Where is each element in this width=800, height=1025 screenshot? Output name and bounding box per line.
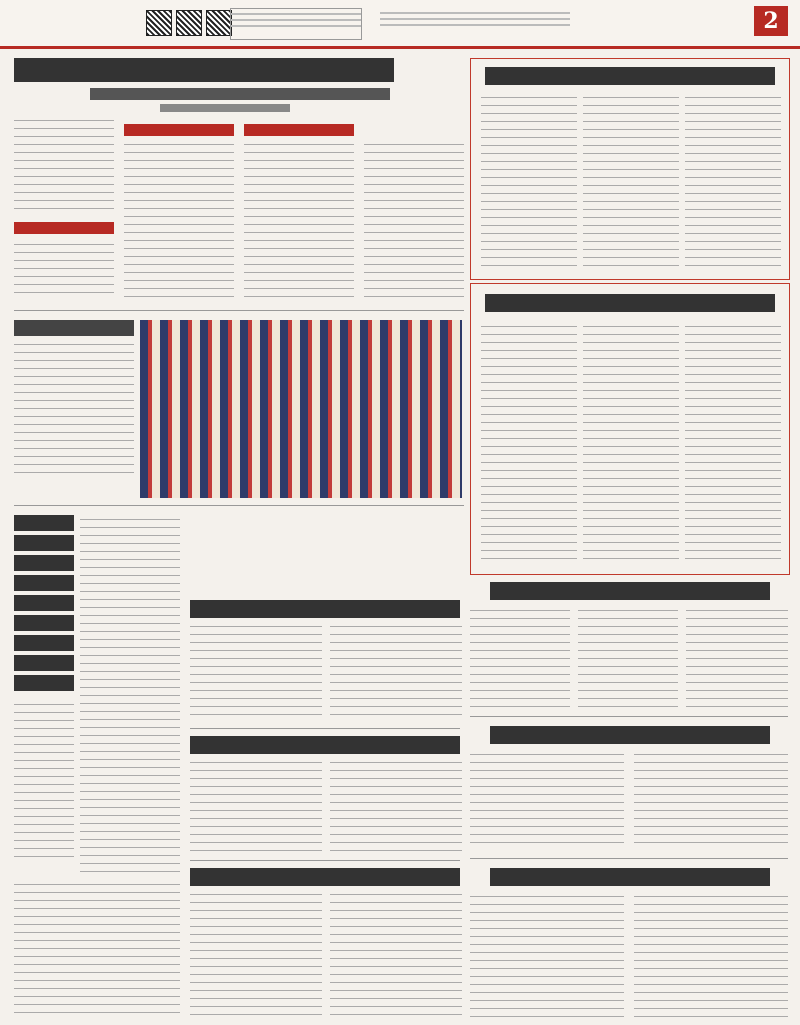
editor-credits — [380, 8, 570, 38]
tech-article-bottom — [14, 880, 180, 1020]
qr-code-icon — [206, 10, 232, 36]
fire-safety-col-1 — [481, 322, 577, 566]
consumer-alert-col-2 — [583, 93, 679, 273]
qr-code-icon — [176, 10, 202, 36]
flag-ceremony-photo — [140, 320, 462, 498]
divider — [14, 505, 464, 506]
youth-cadre-headline — [490, 726, 770, 744]
sanitation-col-2 — [634, 892, 788, 1020]
cpi-headline — [190, 600, 460, 618]
consumer-alert-box — [470, 58, 790, 280]
community-article-col-2 — [330, 890, 462, 1020]
lead-subhead — [244, 124, 354, 136]
lead-article-col-2 — [124, 140, 234, 300]
lead-headline — [14, 58, 394, 82]
sanitation-col-1 — [470, 892, 624, 1020]
divider — [190, 860, 460, 861]
fire-safety-headline — [485, 294, 775, 312]
safety-article-col-2 — [330, 758, 462, 854]
consumer-alert-col-1 — [481, 93, 577, 273]
paper-name — [14, 4, 124, 32]
community-article-col-1 — [190, 890, 322, 1020]
lead-article-col-3 — [244, 140, 354, 300]
divider — [14, 310, 464, 311]
mandarin-col-3 — [686, 606, 788, 710]
consumer-alert-headline — [485, 67, 775, 85]
mandarin-headline — [490, 582, 770, 600]
safety-article-col-1 — [190, 758, 322, 854]
divider — [470, 858, 788, 859]
page-number: 2 — [754, 6, 788, 36]
fire-safety-col-2 — [583, 322, 679, 566]
cpi-article-col-1 — [190, 622, 322, 722]
community-headline — [190, 868, 460, 886]
photo-story-caption — [14, 340, 134, 480]
sanitation-headline — [490, 868, 770, 886]
fire-safety-col-3 — [685, 322, 781, 566]
lead-byline — [160, 104, 290, 112]
lead-subhead — [14, 222, 114, 234]
lead-subheadline — [90, 88, 390, 100]
divider — [470, 716, 788, 717]
lead-article-col-1 — [14, 116, 114, 216]
consumer-alert-col-3 — [685, 93, 781, 273]
lead-subhead — [124, 124, 234, 136]
cpi-article-col-2 — [330, 622, 462, 722]
photo-story-headline — [14, 320, 134, 336]
mandarin-col-2 — [578, 606, 678, 710]
mandarin-col-1 — [470, 606, 570, 710]
lead-article-col-1b — [14, 240, 114, 300]
top-notice-box — [230, 8, 362, 40]
safety-headline — [190, 736, 460, 754]
vertical-headline — [14, 515, 74, 695]
masthead — [0, 0, 800, 49]
youth-cadre-col-2 — [634, 750, 788, 850]
tech-article-col-1 — [80, 515, 180, 875]
lead-article-col-4 — [364, 140, 464, 300]
youth-cadre-col-1 — [470, 750, 624, 850]
divider — [190, 728, 460, 729]
fire-safety-alert-box — [470, 283, 790, 575]
tech-article-col-0 — [14, 700, 74, 860]
qr-code-icon — [146, 10, 172, 36]
